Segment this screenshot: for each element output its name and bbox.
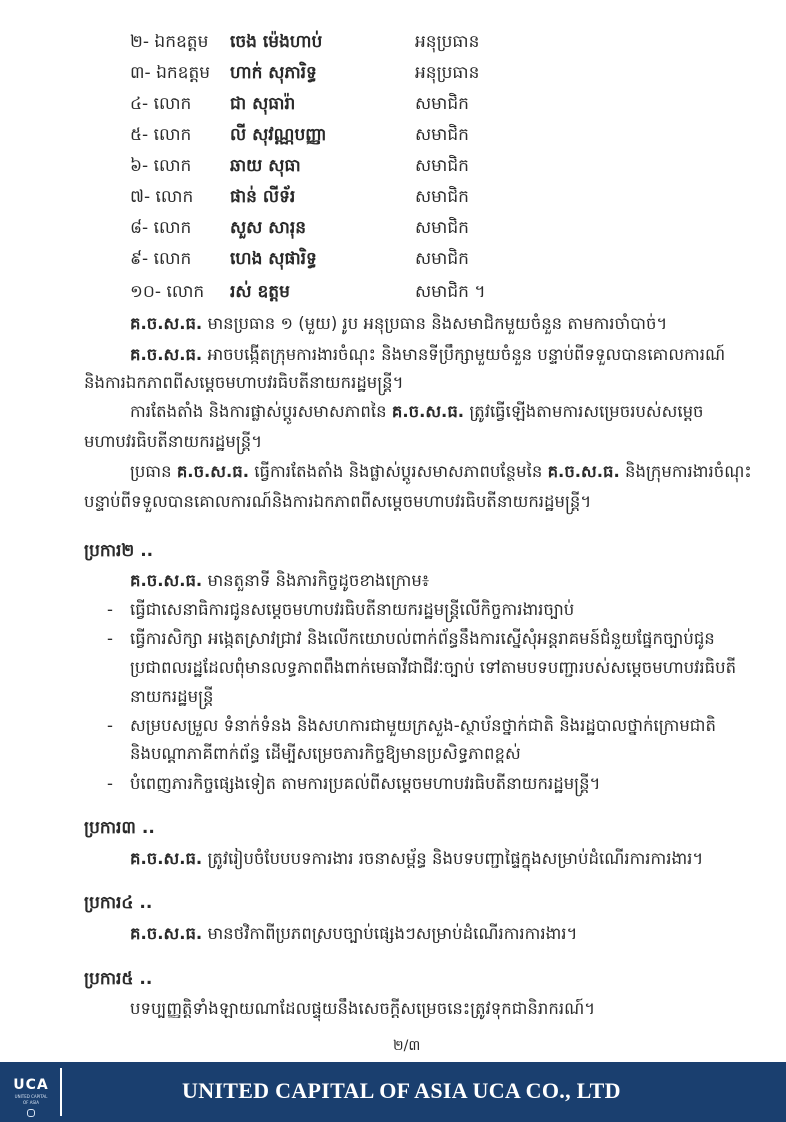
paragraph-text: អាចបង្កើតក្រុមការងារចំណុះ និងមានទីប្រឹក្សាមួយចំនួន បន្ទាប់ពីទទួលបានគោលការណ៍ xyxy=(202,345,726,364)
member-title: ៩- លោក xyxy=(130,249,192,269)
member-title: ១០- លោក xyxy=(130,282,205,302)
bullet-dash: - xyxy=(107,629,113,648)
member-name: រស់ ឧត្តម xyxy=(230,282,290,302)
member-role: សមាជិក xyxy=(415,218,469,238)
member-role: សមាជិក xyxy=(415,94,469,114)
member-name: ហាក់ សុភារិទ្ធ xyxy=(230,63,317,83)
paragraph-text: ធ្វើការតែងតាំង និងផ្លាស់ប្តូរសមាសភាពបន្ថែមនៃ xyxy=(249,462,548,481)
committee-abbr: គ.ច.ស.ធ. xyxy=(130,314,203,333)
page-number: ២/៣ xyxy=(393,1038,421,1054)
member-role: អនុប្រធាន xyxy=(415,32,480,52)
committee-abbr: គ.ច.ស.ធ. xyxy=(391,402,465,421)
paragraph-text: ការតែងតាំង និងការផ្លាស់ប្តូរសមាសភាពនៃ xyxy=(130,402,392,421)
committee-abbr: គ.ច.ស.ធ. xyxy=(130,849,203,868)
member-title: ៤- លោក xyxy=(130,94,192,114)
bullet-dash: - xyxy=(107,716,113,735)
member-name: លី សុវណ្ណបញ្ញា xyxy=(230,125,327,145)
member-title: ៧- លោក xyxy=(130,187,194,207)
uca-logo xyxy=(12,1072,50,1112)
paragraph-line: បន្ទាប់ពីទទួលបានគោលការណ៍និងការឯកភាពពីសម្តេចមហាបវរធិបតីនាយករដ្ឋមន្ត្រី។ xyxy=(84,492,592,511)
footer-bar xyxy=(0,1062,786,1122)
member-role: សមាជិក xyxy=(415,156,469,176)
bullet-item: ធ្វើការសិក្សា អង្កេតស្រាវជ្រាវ និងលើកយោបល់ពាក់ព័ន្ធនឹងការស្នើសុំអន្តរាគមន៍ជំនួយផ្នែកច្បាប់ជូន xyxy=(130,629,715,648)
paragraph-text: មានតួនាទី និងភារកិច្ចដូចខាងក្រោម៖ xyxy=(202,571,430,590)
member-role: សមាជិក xyxy=(415,249,469,269)
paragraph-text: មានថវិកាពីប្រភពស្របច្បាប់ផ្សេងៗសម្រាប់ដំណើរការការងារ។ xyxy=(202,924,578,943)
article-4-heading: ប្រការ៤ .. xyxy=(84,893,153,913)
paragraph-line: មហាបវរធិបតីនាយករដ្ឋមន្ត្រី។ xyxy=(84,432,263,451)
committee-abbr: គ.ច.ស.ធ. xyxy=(130,571,203,590)
committee-abbr: គ.ច.ស.ធ. xyxy=(130,345,203,364)
paragraph-text: មានប្រធាន ១ (មួយ) រូប អនុប្រធាន និងសមាជិកមួយចំនួន តាមការចាំបាច់។ xyxy=(202,314,668,333)
member-role: សមាជិក xyxy=(415,187,469,207)
paragraph-text: និងក្រុមការងារចំណុះ xyxy=(619,462,752,481)
bullet-item-line: នាយករដ្ឋមន្ត្រី xyxy=(130,687,214,706)
paragraph-text: ប្រធាន xyxy=(130,462,177,481)
committee-abbr: គ.ច.ស.ធ. xyxy=(176,462,250,481)
paragraph-line: និងការឯកភាពពីសម្តេចមហាបវរធិបតីនាយករដ្ឋមន្ត្រី។ xyxy=(84,373,404,392)
member-name: ឆាយ សុធា xyxy=(230,156,301,176)
paragraph-text: ត្រូវធ្វើឡើងតាមការសម្រេចរបស់សម្តេច xyxy=(464,402,704,421)
bullet-item-line: ប្រជាពលរដ្ឋដែលពុំមានលទ្ធភាពពឹងពាក់មេធាវីជាជីវៈច្បាប់ ទៅតាមបទបញ្ជារបស់សម្តេចមហាបវរធិបតី xyxy=(130,658,737,677)
article-5-heading: ប្រការ៥ .. xyxy=(84,969,153,989)
member-role: សមាជិក ។ xyxy=(415,282,486,302)
paragraph-composition xyxy=(130,310,667,338)
member-name: ចេង ម៉េងហាប់ xyxy=(230,32,323,52)
paragraph-working-group xyxy=(130,341,725,369)
paragraph-appointment xyxy=(130,398,704,426)
paragraph-chair-appointment xyxy=(130,458,752,486)
member-title: ២- ឯកឧត្តម xyxy=(130,32,209,52)
bullet-item: សម្របសម្រួល ទំនាក់ទំនង និងសហការជាមួយក្រសួង-ស្ថាប័នថ្នាក់ជាតិ និងរដ្ឋបាលថ្នាក់ក្រោមជាតិ xyxy=(130,716,716,735)
article-5-text: បទប្បញ្ញត្តិទាំងឡាយណាដែលផ្ទុយនឹងសេចក្តីសម្រេចនេះត្រូវទុកជានិរាករណ៍។ xyxy=(130,999,596,1018)
paragraph-text: ត្រូវរៀបចំបែបបទការងារ រចនាសម្ព័ន្ធ និងបទបញ្ជាផ្ទៃក្នុងសម្រាប់ដំណើរការការងារ។ xyxy=(202,849,704,868)
member-role: សមាជិក xyxy=(415,125,469,145)
member-name: ហេង សុផារិទ្ធ xyxy=(230,249,317,269)
article-4-text xyxy=(130,920,577,948)
member-name: សួស សារុន xyxy=(230,218,307,238)
member-title: ៥- លោក xyxy=(130,125,192,145)
logo-text: UCA xyxy=(13,1077,49,1093)
member-role: អនុប្រធាន xyxy=(415,63,480,83)
article-2-intro xyxy=(130,567,429,595)
member-title: ៨- លោក xyxy=(130,218,192,238)
footer-divider xyxy=(60,1068,62,1116)
member-name: ជា សុធារ៉ា xyxy=(230,94,296,114)
committee-abbr: គ.ច.ស.ធ. xyxy=(130,924,203,943)
member-title: ៣- ឯកឧត្តម xyxy=(130,63,211,83)
bullet-dash: - xyxy=(107,600,113,619)
member-title: ៦- លោក xyxy=(130,156,192,176)
article-3-text xyxy=(130,845,703,873)
bullet-item: បំពេញភារកិច្ចផ្សេងទៀត តាមការប្រគល់ពីសម្តេចមហាបវរធិបតីនាយករដ្ឋមន្ត្រី។ xyxy=(130,774,601,793)
article-2-heading: ប្រការ២ .. xyxy=(84,541,154,561)
bullet-item: ធ្វើជាសេនាធិការជូនសម្តេចមហាបវរធិបតីនាយករដ្ឋមន្ត្រីលើកិច្ចការងារច្បាប់ xyxy=(130,600,575,619)
logo-seal-icon xyxy=(27,1109,35,1117)
bullet-item-line: និងបណ្តាភាគីពាក់ព័ន្ធ ដើម្បីសម្រេចភារកិច្ចឱ្យមានប្រសិទ្ធភាពខ្ពស់ xyxy=(130,744,521,763)
article-3-heading: ប្រការ៣ .. xyxy=(84,818,155,838)
logo-subtext: UNITED CAPITAL OF ASIA xyxy=(14,1094,48,1105)
committee-abbr: គ.ច.ស.ធ. xyxy=(547,462,620,481)
member-name: ផាន់ លីទ័រ xyxy=(230,187,296,207)
company-name: UNITED CAPITAL OF ASIA UCA CO., LTD xyxy=(182,1078,621,1103)
bullet-dash: - xyxy=(107,774,113,793)
